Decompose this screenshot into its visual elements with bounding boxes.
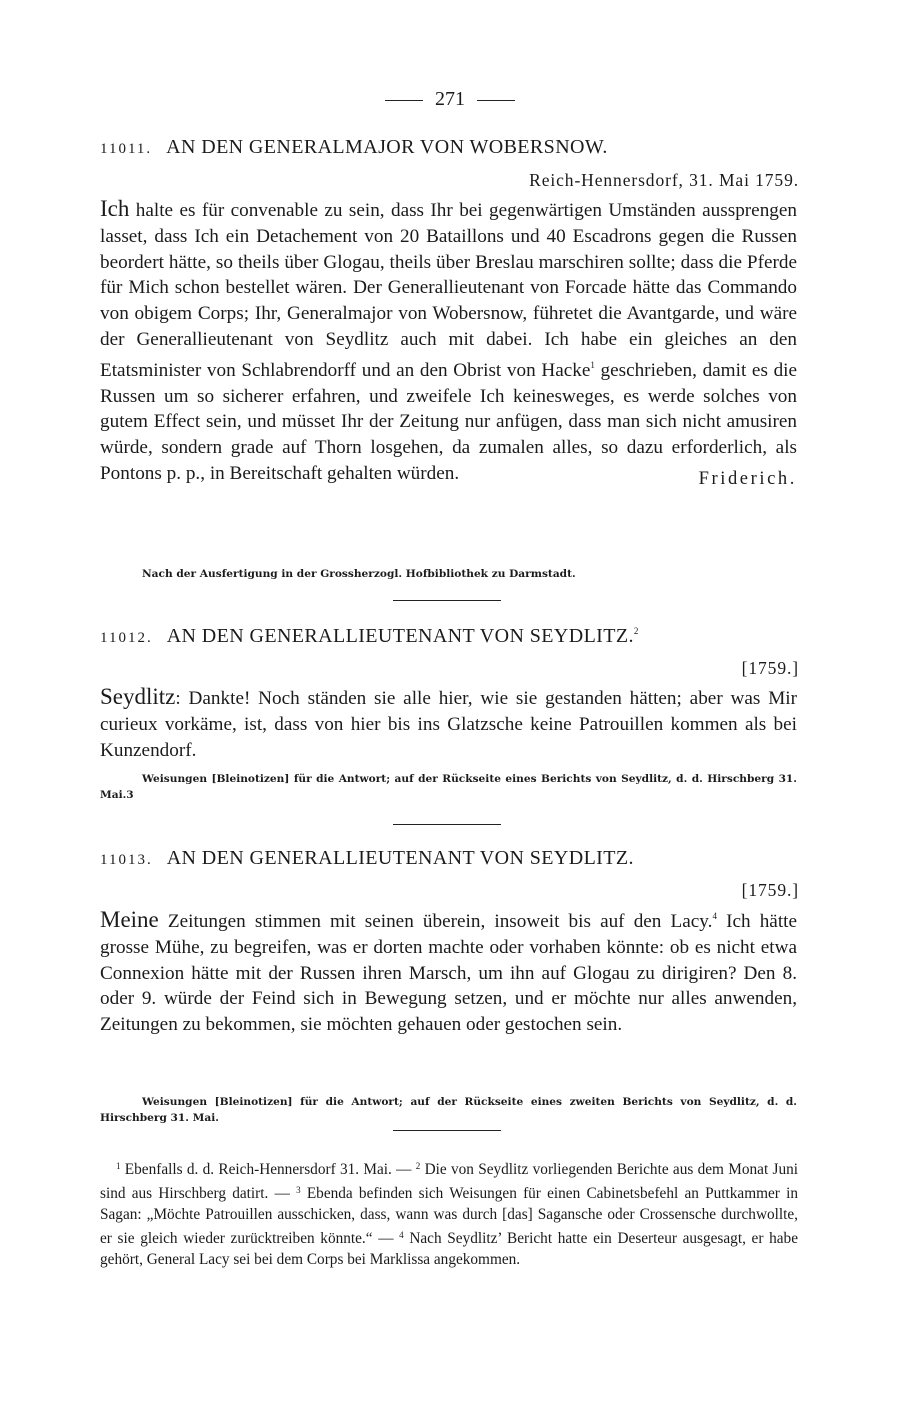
letter-dateline: Reich-Hennersdorf, 31. Mai 1759. <box>529 170 799 190</box>
footnote-marker: 4 <box>399 1230 404 1241</box>
letter-number: 11012. <box>100 630 153 646</box>
footnote-marker: 3 <box>296 1185 301 1196</box>
footnote-ref: 1 <box>590 359 595 370</box>
letter-dateline: [1759.] <box>741 658 799 678</box>
letter-heading <box>100 136 800 159</box>
footnote-marker: 1 <box>116 1161 121 1171</box>
footnotes: $^1$ Ebenfalls d. d. Reich-Hennersdorf 31. Mai. — $^2$ Die von Seydlitz vorliegenden Berichte aus dem Monat Juni sind aus Hirschberg datirt. — $^3$ Ebenda befinden sich Weisungen für einen Cabinetsbefehl an Puttkammer in Sagan: „Möchte Patrouillen ausschicken, dass, wann was durch [das] Sagansche oder Crossensche durchwollte, er sie gleich wieder zurücktreiben könnte.“ — $^4$ Nach Seydlitz’ Bericht hatte ein Deserteur ausgesagt, er habe gehört, General Lacy sei bei dem Corps bei Marklissa angekommen. <box>100 1161 799 1268</box>
letter-body-first-word: Seydlitz <box>100 684 176 709</box>
letter-body: Seydlitz: Dankte! Noch ständen sie alle hier, wie sie gestanden hätten; aber was Mir curieux vorkäme, ist, dass von hier bis ins Glatzsche keine Patrouillen kommen als bei Kunzendorf. <box>100 684 797 761</box>
section-rule <box>393 1130 501 1131</box>
footnote-ref: 2 <box>633 626 639 636</box>
letter-title: AN DEN GENERALLIEUTENANT VON SEYDLITZ. <box>166 847 634 869</box>
source-note: Nach der Ausfertigung in der Grossherzogl. Hofbibliothek zu Darmstadt. <box>142 568 576 580</box>
letter-body-first-word: Ich <box>100 196 130 221</box>
letter-number: 11011. <box>100 141 153 157</box>
footnote-marker: 2 <box>415 1161 421 1171</box>
section-rule <box>393 824 501 825</box>
letter-number: 11013. <box>100 852 153 868</box>
page-number-dash-right <box>477 100 515 101</box>
signature: Friderich. <box>698 468 797 489</box>
letter-dateline: [1759.] <box>741 880 799 900</box>
page-number: 271 <box>0 88 900 111</box>
letter-body: Meine Zeitungen stimmen mit seinen überein, insoweit bis auf den Lacy.$^4$ Ich hätte grosse Mühe, zu begreifen, was er dorten machte oder vorhaben könnte: ob es nicht etwa Connexion hätte mit der Russen ihren Marsch, um ihn auf Glogau zu dirigiren? Den 8. oder 9. würde der Feind sich in Bewegung setzen, und er möchte nur alles anwenden, Zeitungen zu bekommen, sie möchten gehauen oder gestochen sein. <box>100 907 797 1036</box>
source-note: Weisungen [Bleinotizen] für die Antwort; auf der Rückseite eines zweiten Berichts von Seydlitz, d. d. Hirschberg 31. Mai. <box>100 1096 797 1124</box>
source-note: Weisungen [Bleinotizen] für die Antwort; auf der Rückseite eines Berichts von Seydlitz, d. d. Hirschberg 31. Mai.3 <box>100 773 797 801</box>
letter-heading <box>100 847 800 870</box>
letter-body: Ich halte es für convenable zu sein, dass Ihr bei gegenwärtigen Umständen aussprengen lasset, dass Ich ein Detachement von 20 Bataillons und 40 Escadrons gegen die Russen beordert hätte, so theils über Glogau, theils über Breslau marschiren sollte; dass die Pferde für Mich schon bestellet wären. Der Generallieutenant von Forcade hätte das Commando von obigem Corps; Ihr, Generalmajor von Wobersnow, führetet die Avantgarde, und wäre der Generallieutenant von Seydlitz auch mit dabei. Ich habe ein gleiches an den Etatsminister von Schlabrendorff und an den Obrist von Hacke$^1$ geschrieben, damit es die Russen um so sicherer erfahren, und zweifele Ich keinesweges, es werde solches von gutem Effect sein, und müsset Ihr der Zeitung nur anfügen, dass man sich nicht amusiren würde, sondern grade auf Thorn losgehen, da zumalen alles, so dazu erforderlich, als Pontons p. p., in Bereitschaft gehalten würden. Friderich. <box>100 196 797 493</box>
letter-body-first-word: Meine <box>100 907 159 932</box>
letter-heading <box>100 625 800 648</box>
footnote-ref: 4 <box>712 911 717 921</box>
letter-title: AN DEN GENERALMAJOR VON WOBERSNOW. <box>166 136 608 158</box>
page-number-dash-left <box>385 100 423 101</box>
section-rule <box>393 600 501 601</box>
letter-title: AN DEN GENERALLIEUTENANT VON SEYDLITZ. <box>166 625 634 647</box>
